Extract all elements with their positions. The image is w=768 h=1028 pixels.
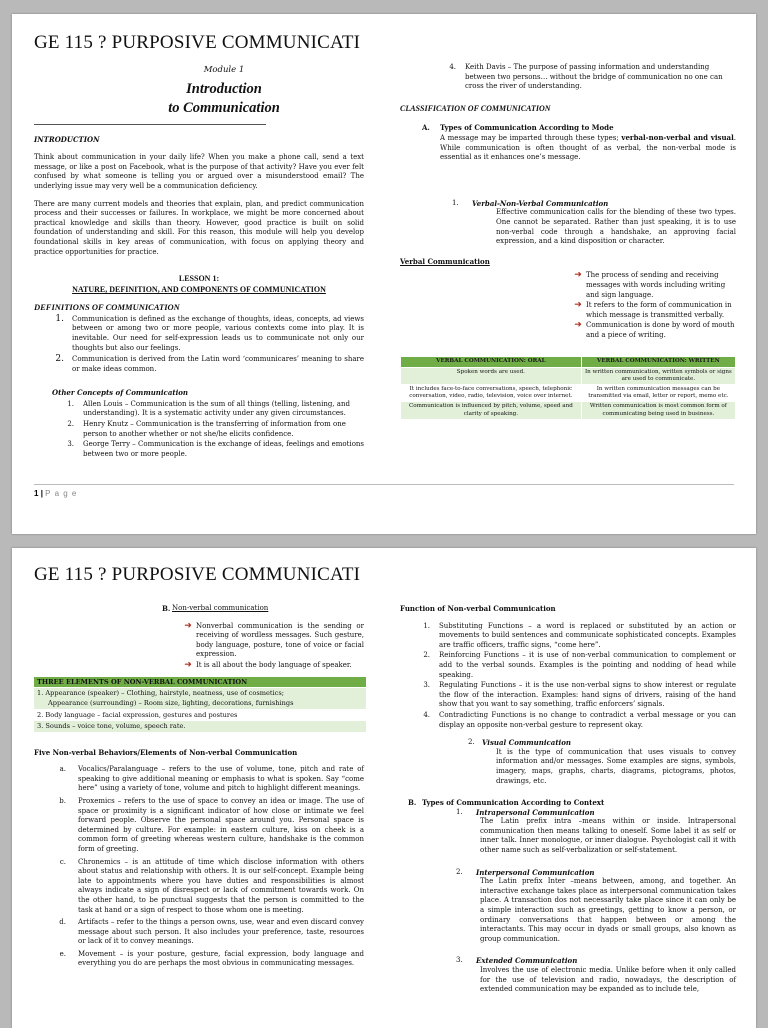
function-heading: Function of Non-verbal Communication bbox=[400, 604, 556, 613]
item-number: 3. bbox=[423, 681, 430, 690]
verbal-bullets bbox=[570, 271, 736, 340]
item-text: Chronemics – is an attitude of time which disclose information with others about status and relationship with others. It is our self-concept. Example being late to appointments where you have duties and responsibilities is almost always indicate a sign of disrespect or lack of commitment towards work. On the other hand, to be punctual suggests that the person is committed to the task at hand or a sign of respect to those whom one is meeting. bbox=[78, 857, 364, 914]
text-run: A message may be imparted through these types; bbox=[440, 133, 622, 142]
verbal-nonverbal-heading bbox=[452, 199, 736, 209]
item-number: 2. bbox=[67, 420, 74, 429]
table-row bbox=[401, 385, 736, 402]
item-title: Extended Communication bbox=[476, 956, 578, 966]
intro-paragraph-1: Think about communication in your daily life? When you make a phone call, send a text message, or like a post on Facebook, what is the purpose of that activity? Have you ever felt confused by what someone is telling you or argued over a misunderstood email? The underlying issue may very well be a communication deficiency. bbox=[34, 153, 364, 190]
list-item bbox=[400, 681, 736, 710]
right-column bbox=[400, 62, 736, 420]
item-number: 4. bbox=[423, 710, 430, 719]
module-title-line2: to Communication bbox=[168, 99, 280, 116]
item-number: 1. bbox=[423, 621, 430, 630]
list-item bbox=[34, 918, 364, 947]
table-row bbox=[34, 698, 366, 709]
item-letter: c. bbox=[59, 857, 66, 866]
arrow-bullet-icon: ➜ bbox=[574, 320, 582, 331]
item-text: Communication is defined as the exchange of thoughts, ideas, concepts, ad views between or among two or more people, various contexts come into play. It is inevitable. Our need for self-expression leads us to communicate not only our thoughts but also our feelings. bbox=[72, 314, 364, 352]
right-column bbox=[400, 604, 736, 995]
item-number: 4. bbox=[449, 63, 456, 71]
table-header-row bbox=[401, 357, 736, 367]
arrow-bullet-icon: ➜ bbox=[574, 270, 582, 281]
nonverbal-heading bbox=[162, 604, 364, 614]
intro-paragraph-2: There are many current models and theories that explain, plan, and predict communication process and their successes or failures. In workplace, we might be more concerned about practical knowledge and skills than theory. However, good practice is built on solid foundation of understanding and skill. For this reason, this module will help you develop foundational skills in key areas of communication, with focus on applying theory and practice opportunities for practice. bbox=[34, 199, 364, 256]
lesson-heading bbox=[34, 273, 364, 295]
item-title: Visual Communication bbox=[482, 738, 571, 748]
text-run: . While communication is often thought of as verbal, the non-verbal mode is essential as it enhances one’s message. bbox=[440, 133, 736, 162]
left-column bbox=[34, 66, 364, 459]
table-header: THREE ELEMENTS OF NON-VERBAL COMMUNICATION bbox=[34, 677, 366, 688]
item-text: It is all about the body language of speaker. bbox=[196, 660, 352, 669]
table-row bbox=[34, 721, 366, 732]
item-text: Movement – is your posture, gesture, facial expression, body language and everything you do are perhaps the most obvious in communicating messages. bbox=[78, 949, 364, 968]
types-context-heading bbox=[408, 798, 736, 808]
section-letter: A. bbox=[422, 123, 430, 133]
three-elements-table bbox=[34, 677, 366, 732]
other-concepts-heading: Other Concepts of Communication bbox=[52, 388, 189, 398]
definitions-list bbox=[34, 315, 364, 375]
types-mode-text bbox=[440, 133, 736, 163]
visual-text: It is the type of communication that uses visuals to convey information and/or messages. Some examples are signs, symbols, imagery, maps, graphs, charts, diagrams, pictograms, photos, drawings, etc. bbox=[496, 747, 736, 785]
list-item bbox=[34, 858, 364, 916]
five-behaviors-list bbox=[34, 765, 364, 969]
table-row bbox=[401, 402, 736, 419]
item-text: Communication is done by word of mouth and a piece of writing. bbox=[586, 321, 735, 339]
item-number: 2. bbox=[55, 354, 64, 365]
list-item bbox=[570, 301, 736, 320]
document-page-2 bbox=[12, 548, 756, 1028]
page-footer bbox=[34, 484, 734, 498]
list-item bbox=[34, 400, 364, 419]
table-header-row bbox=[34, 677, 366, 688]
intrapersonal-text: The Latin prefix intra –means within or inside. Intrapersonal communication then means talking to oneself. Some label it as self or inner talk. Inner monologue, or inner dialogue. Psychologist call it with other name such as self-verbalization or self-statement. bbox=[480, 817, 736, 855]
item-letter: a. bbox=[59, 765, 66, 774]
item-text: Keith Davis – The purpose of passing information and understanding between two persons… without the bridge of communication no one can cross the river of understanding. bbox=[465, 63, 723, 91]
item-text: Contradicting Functions is no change to contradict a verbal message or you can display an opposite non-verbal gesture to represent okay. bbox=[439, 710, 736, 729]
list-item bbox=[570, 321, 736, 340]
module-title-line1: Introduction bbox=[186, 80, 262, 97]
item-number: 2. bbox=[468, 738, 475, 747]
table-cell: Appearance (surrounding) – Room size, lighting, decorations, furnishings bbox=[34, 698, 366, 709]
item-text: Vocalics/Paralanguage – refers to the use of volume, tone, pitch and rate of speaking to give additional meaning or emphasis to what is spoken. Say “come here” using a variety of tone, volume and pitch to highlight different meanings. bbox=[78, 765, 364, 793]
item-number: 3. bbox=[67, 440, 74, 449]
page-number: 1 bbox=[34, 489, 39, 498]
visual-heading bbox=[468, 738, 736, 748]
item-text: Allen Louis – Communication is the sum of all things (telling, listening, and understanding). It is a systematic activity under any given circumstances. bbox=[83, 399, 350, 418]
table-cell: Spoken words are used. bbox=[401, 367, 582, 384]
item-text: Substituting Functions – a word is replaced or substituted by an action or movements to build sentences and communicate sophisticated concepts. Examples are traffic officers, traffic signs, “come here”. bbox=[439, 621, 736, 649]
arrow-bullet-icon: ➜ bbox=[184, 659, 192, 670]
left-column bbox=[34, 604, 364, 969]
extended-heading bbox=[456, 956, 736, 966]
types-mode-heading bbox=[422, 123, 736, 133]
item-title: Intrapersonal Communication bbox=[476, 807, 595, 817]
list-item bbox=[34, 765, 364, 794]
item-text: Nonverbal communication is the sending or receiving of wordless messages. Such gesture, body language, posture, tone of voice or facial expression. bbox=[196, 621, 364, 659]
table-cell: 2. Body language – facial expression, gestures and postures bbox=[34, 709, 366, 720]
module-label: Module 1 bbox=[203, 65, 245, 75]
verbal-communication-table bbox=[400, 356, 736, 419]
list-item bbox=[180, 661, 364, 671]
document-page-1 bbox=[12, 14, 756, 534]
course-header: GE 115 ? PURPOSIVE COMMUNICATI bbox=[34, 564, 361, 585]
table-row bbox=[34, 687, 366, 698]
item-number: 1. bbox=[456, 807, 463, 816]
item-number: 1. bbox=[55, 313, 64, 324]
item-text: Proxemics – refers to the use of space to convey an idea or image. The use of space or proximity is a significant indicator of how close or intimate we feel forward people. Observe the personal space around you. Personal space is determined by culture. For example: in eastern culture, kiss on cheek is a common form of greeting whereas western culture, handshake is the common form of greeting. bbox=[78, 796, 364, 853]
item-text: Reinforcing Functions – it is use of non-verbal communication to complement or add to the verbal sounds. Examples is the pointing and nodding of head while speaking. bbox=[439, 651, 736, 679]
item-letter: d. bbox=[59, 918, 66, 927]
course-header: GE 115 ? PURPOSIVE COMMUNICATI bbox=[34, 32, 361, 53]
table-cell: 1. Appearance (speaker) – Clothing, hairstyle, neatness, use of cosmetics; bbox=[34, 687, 366, 698]
table-cell: In written communication messages can be transmitted via email, letter or report, memo etc. bbox=[581, 385, 735, 402]
table-cell: 3. Sounds – voice tone, volume, speech rate. bbox=[34, 721, 366, 732]
table-cell: It includes face-to-face conversations, speech, telephonic conversation, video, radio, television, voice over internet. bbox=[401, 385, 582, 402]
list-item bbox=[400, 711, 736, 730]
section-title: Types of Communication According to Context bbox=[422, 798, 605, 808]
section-title: Types of Communication According to Mode bbox=[440, 123, 614, 133]
item-title: Interpersonal Communication bbox=[476, 867, 595, 877]
list-item bbox=[34, 797, 364, 855]
text-run-bold: verbal-non-verbal and visual bbox=[621, 132, 734, 142]
table-cell: In written communication, written symbols or signs are used to communicate. bbox=[581, 367, 735, 384]
lesson-title: NATURE, DEFINITION, AND COMPONENTS OF COMMUNICATION bbox=[72, 285, 326, 295]
other-concepts-list bbox=[34, 400, 364, 460]
list-item bbox=[180, 622, 364, 660]
list-item bbox=[400, 63, 736, 92]
item-number: 1. bbox=[67, 399, 74, 408]
verbal-heading: Verbal Communication bbox=[400, 256, 490, 266]
section-letter: B. bbox=[162, 604, 171, 613]
item-letter: b. bbox=[59, 796, 66, 805]
item-text: It refers to the form of communication in which message is transmitted verbally. bbox=[586, 301, 732, 319]
item-text: Communication is derived from the Latin word ‘communicares’ meaning to share or make ideas common. bbox=[72, 355, 364, 373]
verbal-nonverbal-text: Effective communication calls for the blending of these two types. One cannot be separated. Rather than just speaking, it is to use non-verbal code through a handshake, an approving facial expression, and a kind disposition or character. bbox=[496, 208, 736, 246]
item-letter: e. bbox=[59, 949, 66, 958]
item-text: The process of sending and receiving messages with words including writing and sign language. bbox=[586, 271, 726, 299]
item-title: Verbal-Non-Verbal Communication bbox=[472, 198, 609, 208]
function-list bbox=[400, 622, 736, 731]
intrapersonal-heading bbox=[456, 808, 736, 818]
classification-heading: CLASSIFICATION OF COMMUNICATION bbox=[400, 103, 551, 113]
interpersonal-text: The Latin prefix Inter –means between, among, and together. An interactive exchange takes place as interpersonal communication takes place. A transaction dos not necessarily take place since it can only be a simple interaction such as greetings, getting to know a person, or ordinary conversations that happen between or among the interactants. This may occur in dyads or small groups, also known as group communication. bbox=[480, 877, 736, 943]
title-rule bbox=[34, 124, 266, 125]
five-behaviors-heading: Five Non-verbal Behaviors/Elements of Non-verbal Communication bbox=[34, 747, 298, 757]
item-number: 1. bbox=[452, 198, 459, 207]
table-cell: Communication is influenced by pitch, volume, speed and clarity of speaking. bbox=[401, 402, 582, 419]
table-row bbox=[34, 709, 366, 720]
section-title: Non-verbal communication bbox=[172, 604, 269, 612]
table-row bbox=[401, 367, 736, 384]
list-item bbox=[34, 440, 364, 459]
intro-heading: INTRODUCTION bbox=[34, 134, 100, 144]
section-letter: B. bbox=[408, 798, 417, 808]
item-number: 3. bbox=[456, 956, 463, 965]
item-text: Regulating Functions – it is the use non-verbal signs to show interest or regulate the flow of the interaction. Examples: hand signs of drivers, raising of the hand show that you want to say something, traffic enforcers’ signals. bbox=[439, 681, 736, 709]
table-header: VERBAL COMMUNICATION: ORAL bbox=[401, 357, 582, 367]
table-cell: Written communication is most common form of communicating being used in business. bbox=[581, 402, 735, 419]
item-text: Henry Knutz – Communication is the transferring of information from one person to another whether or not she/he elicits confidence. bbox=[83, 420, 346, 438]
page-label: P a g e bbox=[45, 489, 78, 498]
table-header: VERBAL COMMUNICATION: WRITTEN bbox=[581, 357, 735, 367]
item-number: 2. bbox=[423, 651, 430, 660]
definitions-heading: DEFINITIONS OF COMMUNICATION bbox=[34, 302, 180, 313]
interpersonal-heading bbox=[456, 868, 736, 878]
list-item bbox=[34, 355, 364, 374]
list-item bbox=[400, 622, 736, 651]
list-item bbox=[400, 651, 736, 680]
arrow-bullet-icon: ➜ bbox=[184, 620, 192, 631]
list-item bbox=[34, 950, 364, 969]
item-text: George Terry – Communication is the exchange of ideas, feelings and emotions between two or more people. bbox=[83, 440, 365, 458]
list-item bbox=[34, 420, 364, 439]
item-number: 2. bbox=[456, 867, 463, 876]
nonverbal-bullets bbox=[180, 622, 364, 671]
extended-text: Involves the use of electronic media. Unlike before when it only called for the use of television and radio, nowadays, the description of extended communication may be expanded as to include tele, bbox=[480, 966, 736, 994]
arrow-bullet-icon: ➜ bbox=[574, 300, 582, 311]
list-item bbox=[570, 271, 736, 300]
lesson-number: LESSON 1: bbox=[178, 274, 220, 284]
footer-separator: | bbox=[40, 489, 43, 498]
list-item bbox=[34, 315, 364, 353]
item-text: Artifacts – refer to the things a person owns, use, wear and even discard convey message about such person. It also includes your preference, taste, resources or lack of it to convey meanings. bbox=[78, 918, 364, 946]
